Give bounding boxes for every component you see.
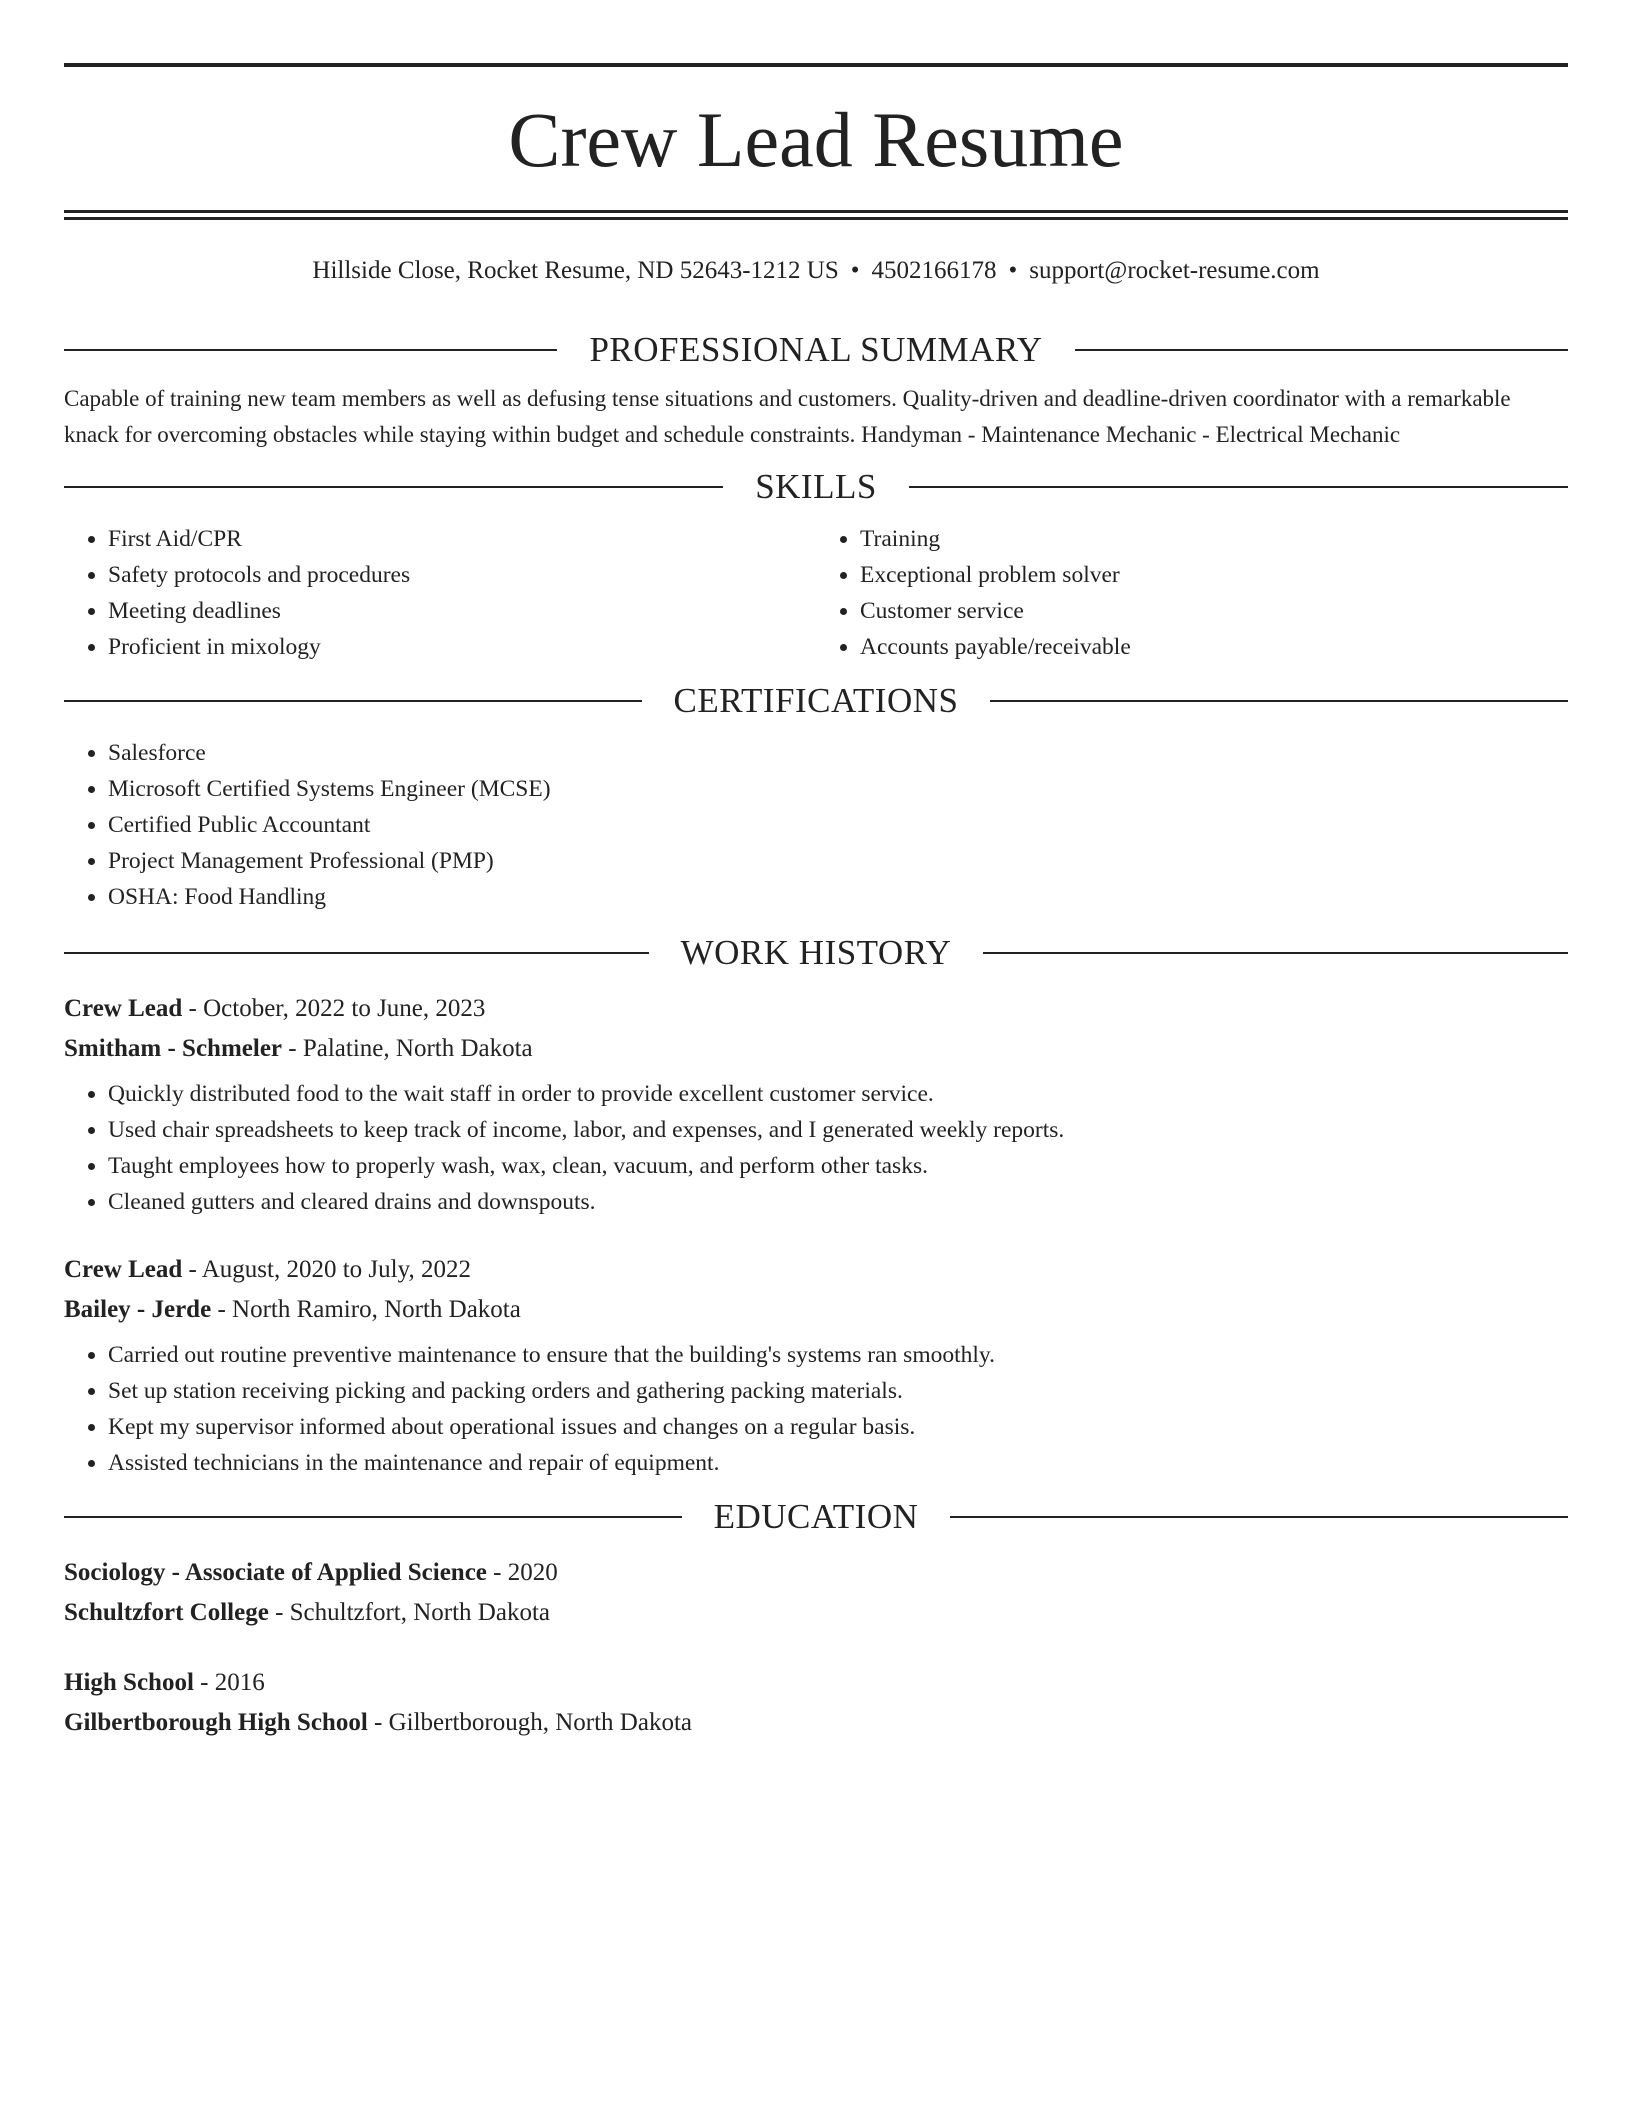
job-entry (64, 989, 1568, 1220)
education-location: - Schultzfort, North Dakota (268, 1599, 550, 1626)
contact-phone: 4502166178 (871, 257, 997, 284)
certification-item: • Project Management Professional (PMP) (108, 843, 1568, 879)
heading-rule-right (983, 952, 1568, 954)
heading-rule-left (64, 700, 642, 702)
job-bullet: • Cleaned gutters and cleared drains and downspouts. (108, 1184, 1568, 1220)
education-entry (64, 1553, 1568, 1633)
certifications-list (64, 735, 1568, 915)
top-rule (64, 63, 1568, 67)
education-degree: High School (64, 1669, 194, 1696)
job-title-line (64, 989, 1568, 1029)
heading-rule-left (64, 1516, 682, 1518)
skill-item: • Exceptional problem solver (860, 557, 1568, 593)
job-title: Crew Lead (64, 1256, 183, 1283)
certifications-heading-label: CERTIFICATIONS (673, 681, 959, 720)
skill-item: • Proficient in mixology (108, 629, 816, 665)
job-company: Smitham - Schmeler (64, 1035, 283, 1062)
skills-list (64, 521, 1568, 665)
contact-separator: • (850, 257, 860, 284)
heading-rule-right (909, 486, 1568, 488)
education-heading (64, 1497, 1568, 1537)
contact-email: support@rocket-resume.com (1029, 257, 1320, 284)
job-company-line (64, 1290, 1568, 1330)
education-school: Gilbertborough High School (64, 1709, 368, 1736)
skills-heading-label: SKILLS (755, 467, 877, 506)
job-dates: - August, 2020 to July, 2022 (182, 1256, 471, 1283)
job-title-line (64, 1250, 1568, 1290)
education-degree: Sociology - Associate of Applied Science (64, 1559, 487, 1586)
job-dates: - October, 2022 to June, 2023 (182, 995, 486, 1022)
job-bullets (64, 1076, 1568, 1220)
education-degree-line (64, 1663, 1568, 1703)
job-title: Crew Lead (64, 995, 183, 1022)
certification-item: • OSHA: Food Handling (108, 879, 1568, 915)
heading-rule-right (990, 700, 1568, 702)
job-bullets (64, 1337, 1568, 1481)
heading-rule-left (64, 952, 649, 954)
education-school-line (64, 1593, 1568, 1633)
heading-rule-right (1075, 349, 1568, 351)
skills-heading (64, 467, 1568, 507)
title-double-rule (64, 210, 1568, 220)
job-bullet: • Quickly distributed food to the wait staff in order to provide excellent customer service. (108, 1076, 1568, 1112)
job-bullet: • Kept my supervisor informed about operational issues and changes on a regular basis. (108, 1409, 1568, 1445)
certification-item: • Microsoft Certified Systems Engineer (MCSE) (108, 771, 1568, 807)
certification-item: • Certified Public Accountant (108, 807, 1568, 843)
work-history-heading-label: WORK HISTORY (680, 933, 952, 972)
skill-item: • Customer service (860, 593, 1568, 629)
heading-rule-left (64, 349, 557, 351)
job-company: Bailey - Jerde (64, 1296, 212, 1323)
skill-item: • Meeting deadlines (108, 593, 816, 629)
education-location: - Gilbertborough, North Dakota (367, 1709, 692, 1736)
contact-separator: • (1008, 257, 1018, 284)
contact-address: Hillside Close, Rocket Resume, ND 52643-1212 US (312, 257, 839, 284)
skill-item: • Accounts payable/receivable (860, 629, 1568, 665)
skills-column-left (64, 521, 816, 665)
job-location: - North Ramiro, North Dakota (211, 1296, 521, 1323)
education-school-line (64, 1703, 1568, 1743)
summary-heading-label: PROFESSIONAL SUMMARY (589, 330, 1043, 369)
skill-item: • Training (860, 521, 1568, 557)
education-heading-label: EDUCATION (713, 1497, 919, 1536)
skills-column-right (816, 521, 1568, 665)
job-company-line (64, 1029, 1568, 1069)
job-bullet: • Used chair spreadsheets to keep track of income, labor, and expenses, and I generated weekly reports. (108, 1112, 1568, 1148)
heading-rule-left (64, 486, 723, 488)
summary-heading (64, 330, 1568, 370)
summary-text: Capable of training new team members as well as defusing tense situations and customers. Quality-driven and deadline-driven coordinator with a remarkable knack for overcoming obstacles while staying within budget and schedule constraints. Handyman - Maintenance Mechanic - Electrical Mechanic (64, 386, 1511, 447)
certification-item: • Salesforce (108, 735, 1568, 771)
heading-rule-right (950, 1516, 1568, 1518)
education-degree-line (64, 1553, 1568, 1593)
work-history-heading (64, 933, 1568, 973)
job-bullet: • Assisted technicians in the maintenance and repair of equipment. (108, 1445, 1568, 1481)
job-entry (64, 1250, 1568, 1481)
page-title: Crew Lead Resume (508, 96, 1124, 183)
education-year: - 2016 (193, 1669, 265, 1696)
education-entry (64, 1663, 1568, 1743)
job-bullet: • Carried out routine preventive maintenance to ensure that the building's systems ran smoothly. (108, 1337, 1568, 1373)
certifications-heading (64, 681, 1568, 721)
job-location: - Palatine, North Dakota (282, 1035, 533, 1062)
contact-line (64, 256, 1568, 286)
skill-item: • First Aid/CPR (108, 521, 816, 557)
education-school: Schultzfort College (64, 1599, 269, 1626)
job-bullet: • Set up station receiving picking and packing orders and gathering packing materials. (108, 1373, 1568, 1409)
education-year: - 2020 (486, 1559, 558, 1586)
skill-item: • Safety protocols and procedures (108, 557, 816, 593)
job-bullet: • Taught employees how to properly wash, wax, clean, vacuum, and perform other tasks. (108, 1148, 1568, 1184)
